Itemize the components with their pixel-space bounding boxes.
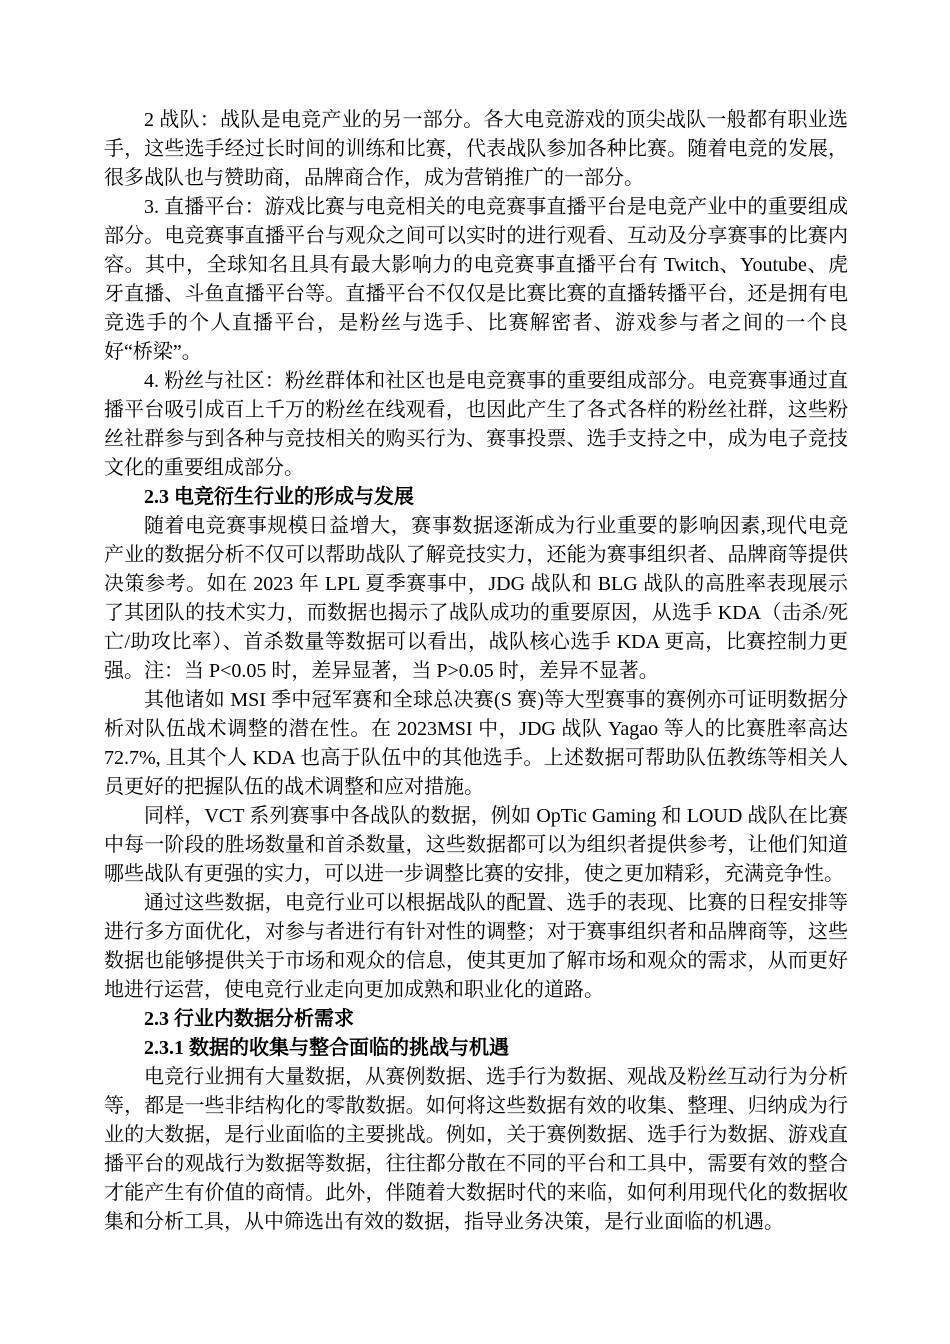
paragraph-msi-worlds: 其他诸如 MSI 季中冠军赛和全球总决赛(S 赛)等大型赛事的赛例亦可证明数据分析对队伍战术调整的潜在性。在 2023MSI 中，JDG 战队 Yagao 等人的比赛胜率高达 72.7%, 且其个人 KDA 也高于队伍中的其他选手。上述数据可帮助队伍教练等相关人员更好的把握队伍的战术调整和应对措施。 <box>104 689 848 798</box>
section-heading-data-analysis-needs: 2.3 行业内数据分析需求 <box>144 1008 354 1030</box>
section-heading-derived-industry: 2.3 电竞衍生行业的形成与发展 <box>144 486 414 508</box>
paragraph-teams: 2 战队：战队是电竞产业的另一部分。各大电竞游戏的顶尖战队一般都有职业选手，这些选手经过长时间的训练和比赛，代表战队参加各种比赛。随着电竞的发展，很多战队也与赞助商，品牌商合作，成为营销推广的一部分。 <box>104 109 848 189</box>
paragraph-fans-community: 4. 粉丝与社区：粉丝群体和社区也是电竞赛事的重要组成部分。电竞赛事通过直播平台吸引成百上千万的粉丝在线观看，也因此产生了各式各样的粉丝社群，这些粉丝社群参与到各种与竞技相关的购买行为、赛事投票、选手支持之中，成为电子竞技文化的重要组成部分。 <box>104 370 848 479</box>
section-heading-data-collection-challenges: 2.3.1 数据的收集与整合面临的挑战与机遇 <box>144 1037 509 1059</box>
paragraph-data-collection: 电竞行业拥有大量数据，从赛例数据、选手行为数据、观战及粉丝互动行为分析等，都是一些非结构化的零散数据。如何将这些数据有效的收集、整理、归纳成为行业的大数据，是行业面临的主要挑战。例如，关于赛例数据、选手行为数据、游戏直播平台的观战行为数据等数据，往往都分散在不同的平台和工具中，需要有效的整合才能产生有价值的商情。此外，伴随着大数据时代的来临，如何利用现代化的数据收集和分析工具，从中筛选出有效的数据，指导业务决策，是行业面临的机遇。 <box>104 1066 848 1233</box>
paragraph-vct: 同样，VCT 系列赛事中各战队的数据，例如 OpTic Gaming 和 LOUD 战队在比赛中每一阶段的胜场数量和首杀数量，这些数据都可以为组织者提供参考，让他们知道哪些战队有更强的实力，可以进一步调整比赛的安排，使之更加精彩，充满竞争性。 <box>104 805 848 885</box>
paragraph-streaming-platforms: 3. 直播平台：游戏比赛与电竞相关的电竞赛事直播平台是电竞产业中的重要组成部分。电竞赛事直播平台与观众之间可以实时的进行观看、互动及分享赛事的比赛内容。其中，全球知名且具有最大影响力的电竞赛事直播平台有 Twitch、Youtube、虎牙直播、斗鱼直播平台等。直播平台不仅仅是比赛比赛的直播转播平台，还是拥有电竞选手的个人直播平台，是粉丝与选手、比赛解密者、游戏参与者之间的一个良好“桥梁”。 <box>104 196 848 363</box>
paragraph-data-analysis-lpl: 随着电竞赛事规模日益增大，赛事数据逐渐成为行业重要的影响因素,现代电竞产业的数据分析不仅可以帮助战队了解竞技实力，还能为赛事组织者、品牌商等提供决策参考。如在 2023 年 LPL 夏季赛事中，JDG 战队和 BLG 战队的高胜率表现展示了其团队的技术实力，而数据也揭示了战队成功的重要原因，从选手 KDA（击杀/死亡/助攻比率）、首杀数量等数据可以看出，战队核心选手 KDA 更高，比赛控制力更强。注：当 P<0.05 时，差异显著，当 P>0.05 时，差异不显著。 <box>104 515 848 682</box>
paragraph-industry-optimization: 通过这些数据，电竞行业可以根据战队的配置、选手的表现、比赛的日程安排等进行多方面优化，对参与者进行有针对性的调整；对于赛事组织者和品牌商等，这些数据也能够提供关于市场和观众的信息，使其更加了解市场和观众的需求，从而更好地进行运营，使电竞行业走向更加成熟和职业化的道路。 <box>104 892 848 1001</box>
